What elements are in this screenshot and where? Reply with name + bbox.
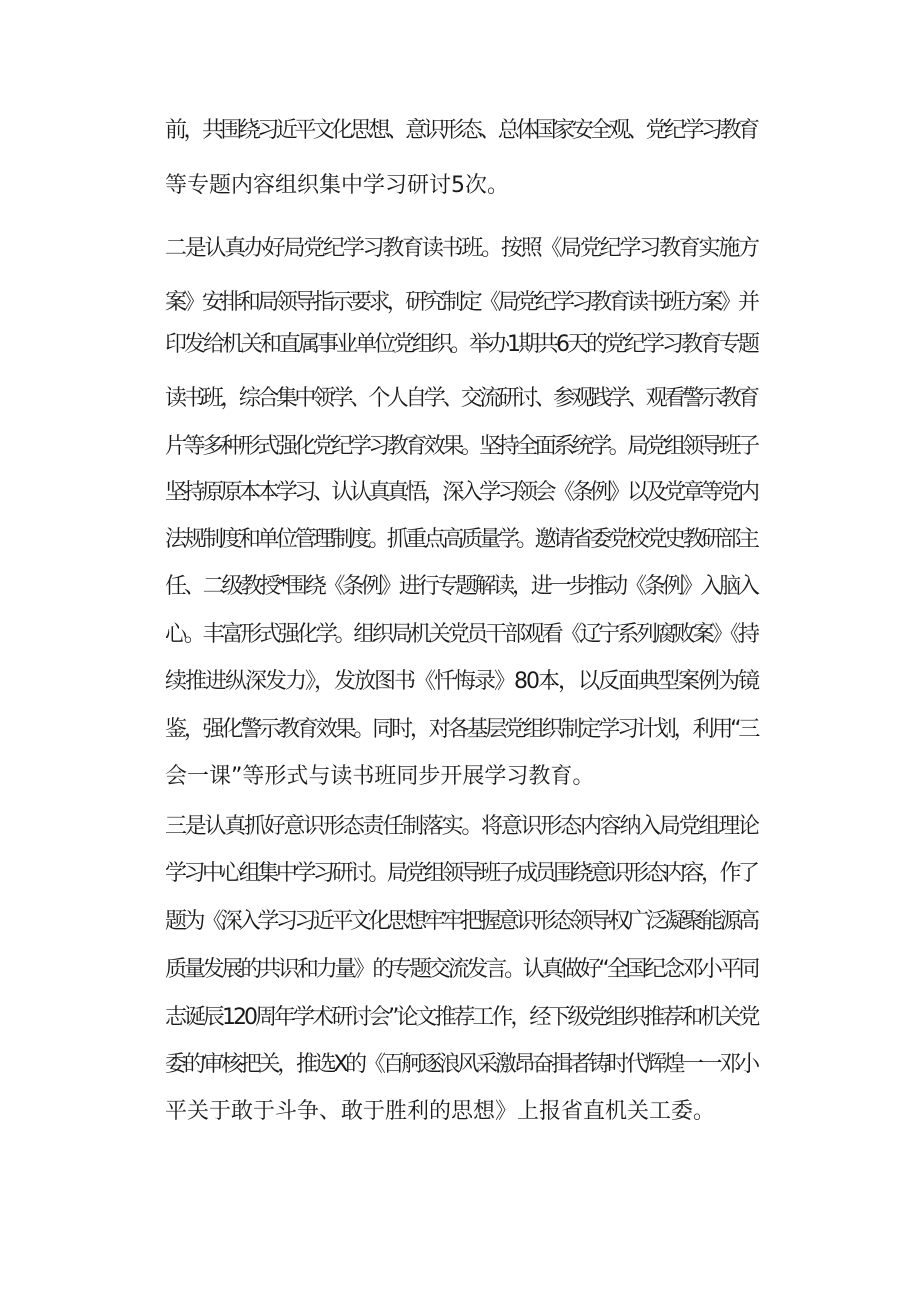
paragraph-1-line-2: 等专题内容组织集中学习研讨5次。 <box>165 173 509 198</box>
paragraph-2-line-6: 坚持原原本本学习、认认真真悟，深入学习领会《条例》以及党章等党内 <box>165 480 757 505</box>
paragraph-2-line-8: 任、二级教授*围绕《条例》进行专题解读，进一步推动《条例》入脑入 <box>165 574 757 599</box>
paragraph-2-line-10: 续推进纵深发力》，发放图书《忏悔录》80本，以反面典型案例为镜 <box>165 669 758 694</box>
paragraph-3-line-2: 学习中心组集中学习研讨。局党组领导班子成员围绕意识形态内容，作了 <box>165 861 757 886</box>
paragraph-1-line-1: 前，共围绕习近平文化思想、意识形态、总体国家安全观、党纪学习教育 <box>165 118 757 143</box>
paragraph-2-line-11: 鉴，强化警示教育效果。同时，对各基层党组织制定学习计划，利用“三 <box>165 717 758 742</box>
paragraph-2-line-4: 读书班，综合集中领学、个人自学、交流研讨、参观践学、观看警示教育 <box>165 386 757 411</box>
paragraph-2-line-7: 法规制度和单位管理制度。抓重点高质量学。邀请省委党校党史教研部主 <box>165 527 757 552</box>
paragraph-2-line-9: 心。丰富形式强化学。组织局机关党员干部观看《辽宁系列腐败案》《持 <box>165 622 757 647</box>
paragraph-2-line-3: 印发给机关和直属事业单位党组织。举办1期共6天的党纪学习教育专题 <box>165 332 757 357</box>
paragraph-3-line-6: 委的审核把关，推选X的《百舸逐浪风采激昂奋揖者铸时代辉煌一一邓小 <box>165 1052 757 1077</box>
paragraph-3-line-1: 三是认真抓好意识形态责任制落实。将意识形态内容纳入局党组理论 <box>165 814 758 839</box>
paragraph-3-line-5: 志诞辰120周年学术研讨会”论文推荐工作，经下级党组织推荐和机关党 <box>165 1005 758 1030</box>
paragraph-2-line-12: 会一课”等形式与读书班同步开展学习教育。 <box>165 764 595 789</box>
paragraph-2-line-5: 片等多种形式强化党纪学习教育效果。坚持全面系统学。局党组领导班子 <box>165 434 757 459</box>
paragraph-3-line-7: 平关于敢于斗争、敢于胜利的思想》上报省直机关工委。 <box>165 1099 716 1124</box>
paragraph-2-line-1: 二是认真办好局党纪学习教育读书班。按照《局党纪学习教育实施方 <box>165 236 758 261</box>
paragraph-3-line-4: 质量发展的共识和力量》的专题交流发言。认真做好“全国纪念邓小平同 <box>165 957 758 982</box>
paragraph-3-line-3: 题为《深入学习习近平文化思想牢牢把握意识形态领导权广泛凝聚能源高 <box>165 909 757 934</box>
paragraph-2-line-2: 案》安排和局领导指示要求，研究制定《局党纪学习教育读书班方案》并 <box>165 290 757 315</box>
